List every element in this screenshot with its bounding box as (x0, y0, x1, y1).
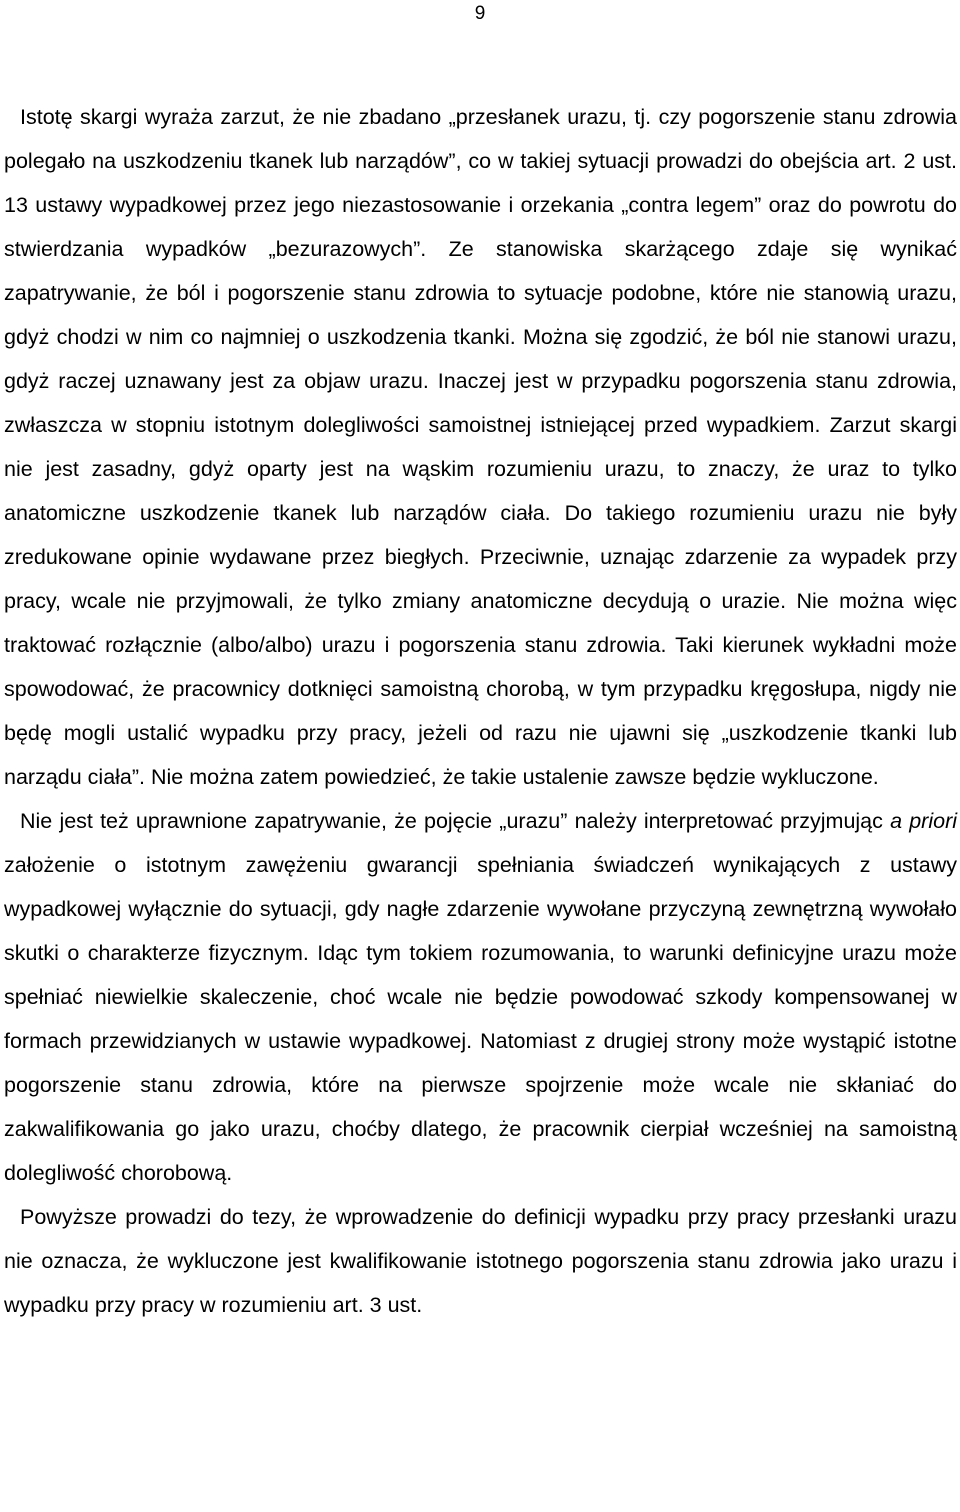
paragraph-1: Istotę skargi wyraża zarzut, że nie zbadano „przesłanek urazu, tj. czy pogorszenie stanu zdrowia polegało na uszkodzeniu tkanek lub narządów”, co w takiej sytuacji prowadzi do obejścia art. 2 ust. 13 ustawy wypadkowej przez jego niezastosowanie i orzekania „contra legem” oraz do powrotu do stwierdzania wypadków „bezurazowych”. Ze stanowiska skarżącego zdaje się wynikać zapatrywanie, że ból i pogorszenie stanu zdrowia to sytuacje podobne, które nie stanowią urazu, gdyż chodzi w nim co najmniej o uszkodzenia tkanki. Można się zgodzić, że ból nie stanowi urazu, gdyż raczej uznawany jest za objaw urazu. Inaczej jest w przypadku pogorszenia stanu zdrowia, zwłaszcza w stopniu istotnym dolegliwości samoistnej istniejącej przed wypadkiem. Zarzut skargi nie jest zasadny, gdyż oparty jest na wąskim rozumieniu urazu, to znaczy, że uraz to tylko anatomiczne uszkodzenie tkanek lub narządów ciała. Do takiego rozumieniu urazu nie były zredukowane opinie wydawane przez biegłych. Przeciwnie, uznając zdarzenie za wypadek przy pracy, wcale nie przyjmowali, że tylko zmiany anatomiczne decydują o urazie. Nie można więc traktować rozłącznie (albo/albo) urazu i pogorszenia stanu zdrowia. Taki kierunek wykładni może spowodować, że pracownicy dotknięci samoistną chorobą, w tym przypadku kręgosłupa, nigdy nie będę mogli ustalić wypadku przy pracy, jeżeli od razu nie ujawni się „uszkodzenie tkanki lub narządu ciała”. Nie można zatem powiedzieć, że takie ustalenie zawsze będzie wykluczone. (4, 105, 957, 789)
document-body (4, 95, 957, 1327)
paragraph-2-italic-term: a priori (890, 809, 958, 833)
paragraph-2-text-before: Nie jest też uprawnione zapatrywanie, że pojęcie „urazu” należy interpretować przyjmując (20, 809, 891, 833)
paragraph-2-text-after: założenie o istotnym zawężeniu gwarancji spełniania świadczeń wynikających z ustawy wypadkowej wyłącznie do sytuacji, gdy nagłe zdarzenie wywołane przyczyną zewnętrzną wywołało skutki o charakterze fizycznym. Idąc tym tokiem rozumowania, to warunki definicyjne urazu może spełniać niewielkie skaleczenie, choć wcale nie będzie powodować szkody kompensowanej w formach przewidzianych w ustawie wypadkowej. Natomiast z drugiej strony może wystąpić istotne pogorszenie stanu zdrowia, które na pierwsze spojrzenie może wcale nie skłaniać do zakwalifikowania go jako urazu, choćby dlatego, że pracownik cierpiał wcześniej na samoistną dolegliwość chorobową. (4, 853, 957, 1185)
paragraph-3: Powyższe prowadzi do tezy, że wprowadzenie do definicji wypadku przy pracy przesłanki urazu nie oznacza, że wykluczone jest kwalifikowanie istotnego pogorszenia stanu zdrowia jako urazu i wypadku przy pracy w rozumieniu art. 3 ust. (4, 1205, 957, 1317)
page-number: 9 (474, 3, 486, 24)
paragraph-2 (4, 799, 957, 1195)
